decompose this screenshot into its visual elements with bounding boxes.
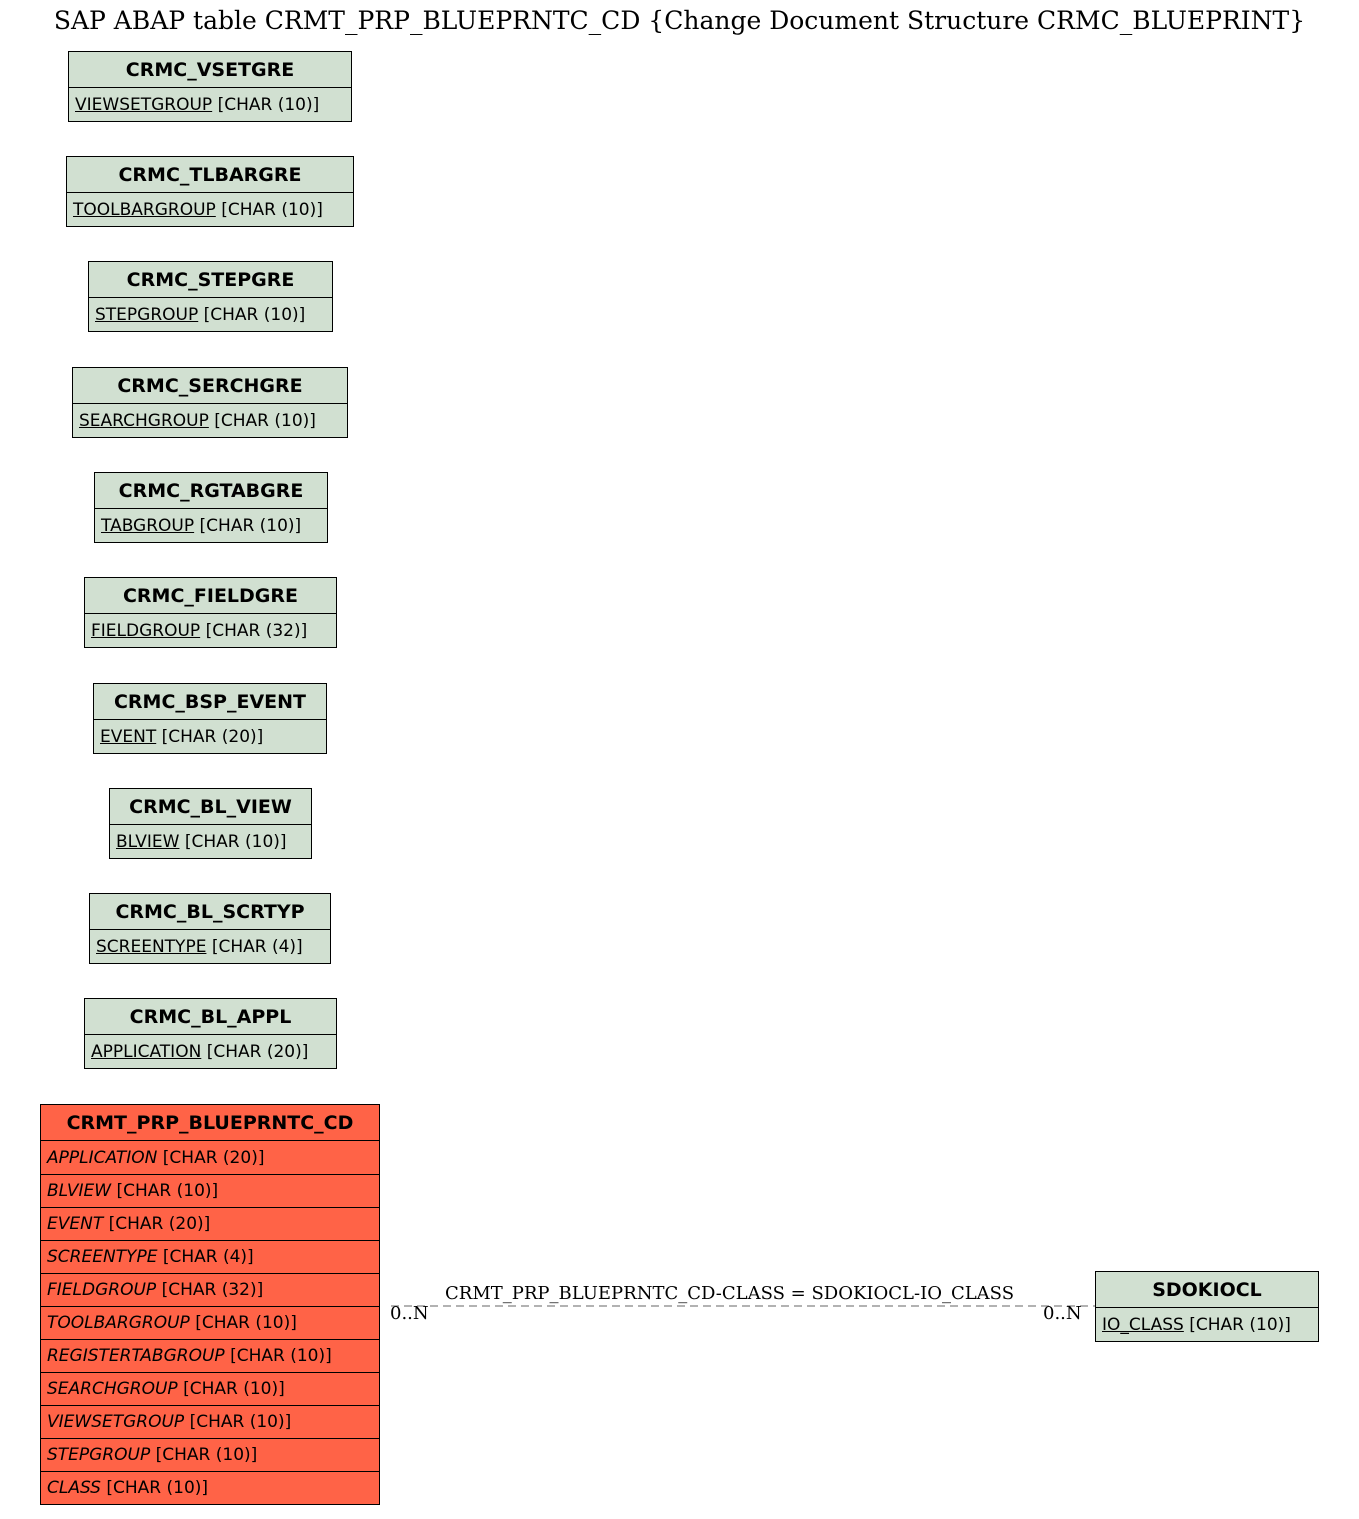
field-row: [1096, 1308, 1318, 1341]
field-name: STEPGROUP: [47, 1445, 151, 1465]
field-type: [CHAR (32)]: [161, 1280, 264, 1300]
entity-crmc-vsetgre[interactable]: [68, 51, 352, 122]
field-type: [CHAR (4)]: [211, 936, 303, 957]
field-row: [89, 298, 332, 331]
field-row: [41, 1438, 379, 1471]
entity-crmc-fieldgre[interactable]: [84, 577, 337, 648]
field-row: [41, 1240, 379, 1273]
entity-header: CRMC_RGTABGRE: [95, 473, 327, 509]
entity-sdokiocl[interactable]: [1095, 1271, 1319, 1342]
field-row: [67, 193, 353, 226]
field-name: VIEWSETGROUP: [47, 1412, 185, 1432]
field-name: FIELDGROUP: [91, 620, 201, 641]
field-type: [CHAR (10)]: [214, 410, 316, 431]
entity-header: CRMC_BL_VIEW: [110, 789, 311, 825]
field-type: [CHAR (32)]: [205, 620, 308, 641]
field-name: EVENT: [47, 1214, 104, 1234]
field-name: FIELDGROUP: [47, 1280, 157, 1300]
field-row: [41, 1141, 379, 1174]
field-type: [CHAR (10)]: [217, 94, 320, 115]
field-row: [41, 1273, 379, 1306]
entity-header: CRMC_VSETGRE: [69, 52, 351, 88]
field-name: SCREENTYPE: [47, 1247, 158, 1267]
field-row: [69, 88, 351, 121]
entity-header: CRMC_FIELDGRE: [85, 578, 336, 614]
field-type: [CHAR (10)]: [184, 831, 287, 852]
field-type: [CHAR (10)]: [1189, 1314, 1291, 1335]
field-name: SCREENTYPE: [96, 936, 207, 957]
field-row: [85, 614, 336, 647]
entity-header: CRMC_SERCHGRE: [73, 368, 347, 404]
field-type: [CHAR (10)]: [221, 199, 323, 220]
field-row: [41, 1207, 379, 1240]
entity-header: CRMC_STEPGRE: [89, 262, 332, 298]
field-row: [90, 930, 330, 963]
field-name: TOOLBARGROUP: [47, 1313, 190, 1333]
field-type: [CHAR (10)]: [195, 1313, 297, 1333]
relationship-label: CRMT_PRP_BLUEPRNTC_CD-CLASS = SDOKIOCL-IO_CLASS: [445, 1283, 1015, 1304]
field-row: [41, 1471, 379, 1504]
field-name: TOOLBARGROUP: [73, 199, 216, 220]
field-row: [41, 1306, 379, 1339]
field-row: [73, 404, 347, 437]
field-name: VIEWSETGROUP: [75, 94, 213, 115]
entity-crmc-bl-appl[interactable]: [84, 998, 337, 1069]
entity-header: SDOKIOCL: [1096, 1272, 1318, 1308]
field-type: [CHAR (10)]: [183, 1379, 285, 1399]
entity-header: CRMC_BL_APPL: [85, 999, 336, 1035]
left-cardinality: 0..N: [390, 1303, 429, 1324]
field-name: BLVIEW: [47, 1181, 112, 1201]
field-type: [CHAR (20)]: [162, 1147, 265, 1168]
field-row: [41, 1405, 379, 1438]
entity-crmc-bl-scrtyp[interactable]: [89, 893, 331, 964]
field-type: [CHAR (10)]: [199, 515, 302, 536]
field-type: [CHAR (10)]: [189, 1412, 292, 1432]
field-name: SEARCHGROUP: [79, 410, 209, 431]
entity-header: CRMT_PRP_BLUEPRNTC_CD: [41, 1105, 379, 1141]
field-type: [CHAR (20)]: [206, 1041, 309, 1062]
entity-crmc-bl-view[interactable]: [109, 788, 312, 859]
right-cardinality: 0..N: [1043, 1303, 1082, 1324]
entity-header: CRMC_BL_SCRTYP: [90, 894, 330, 930]
entity-crmt-prp-blueprntc-cd[interactable]: [40, 1104, 380, 1505]
field-type: [CHAR (10)]: [106, 1478, 209, 1498]
field-type: [CHAR (4)]: [162, 1247, 254, 1267]
field-type: [CHAR (10)]: [230, 1346, 332, 1366]
field-row: [85, 1035, 336, 1068]
field-name: APPLICATION: [91, 1041, 202, 1062]
field-type: [CHAR (10)]: [203, 304, 306, 325]
field-row: [41, 1339, 379, 1372]
field-row: [95, 509, 327, 542]
field-name: APPLICATION: [47, 1147, 158, 1168]
diagram-title: SAP ABAP table CRMT_PRP_BLUEPRNTC_CD {Change Document Structure CRMC_BLUEPRINT}: [53, 6, 1306, 35]
entity-crmc-rgtabgre[interactable]: [94, 472, 328, 543]
entity-header: CRMC_BSP_EVENT: [94, 684, 326, 720]
entity-crmc-stepgre[interactable]: [88, 261, 333, 332]
field-type: [CHAR (20)]: [161, 726, 264, 747]
field-row: [41, 1174, 379, 1207]
field-type: [CHAR (20)]: [108, 1214, 211, 1234]
field-row: [41, 1372, 379, 1405]
field-row: [110, 825, 311, 858]
entity-crmc-tlbargre[interactable]: [66, 156, 354, 227]
field-type: [CHAR (10)]: [155, 1445, 258, 1465]
field-name: SEARCHGROUP: [47, 1379, 178, 1399]
entity-crmc-bsp-event[interactable]: [93, 683, 327, 754]
field-type: [CHAR (10)]: [116, 1181, 219, 1201]
field-name: CLASS: [47, 1478, 101, 1498]
field-row: [94, 720, 326, 753]
entity-crmc-serchgre[interactable]: [72, 367, 348, 438]
field-name: TABGROUP: [101, 515, 195, 536]
field-name: EVENT: [100, 726, 157, 747]
entity-header: CRMC_TLBARGRE: [67, 157, 353, 193]
field-name: REGISTERTABGROUP: [47, 1346, 225, 1366]
field-name: STEPGROUP: [95, 304, 199, 325]
field-name: BLVIEW: [116, 831, 180, 852]
field-name: IO_CLASS: [1102, 1314, 1184, 1335]
